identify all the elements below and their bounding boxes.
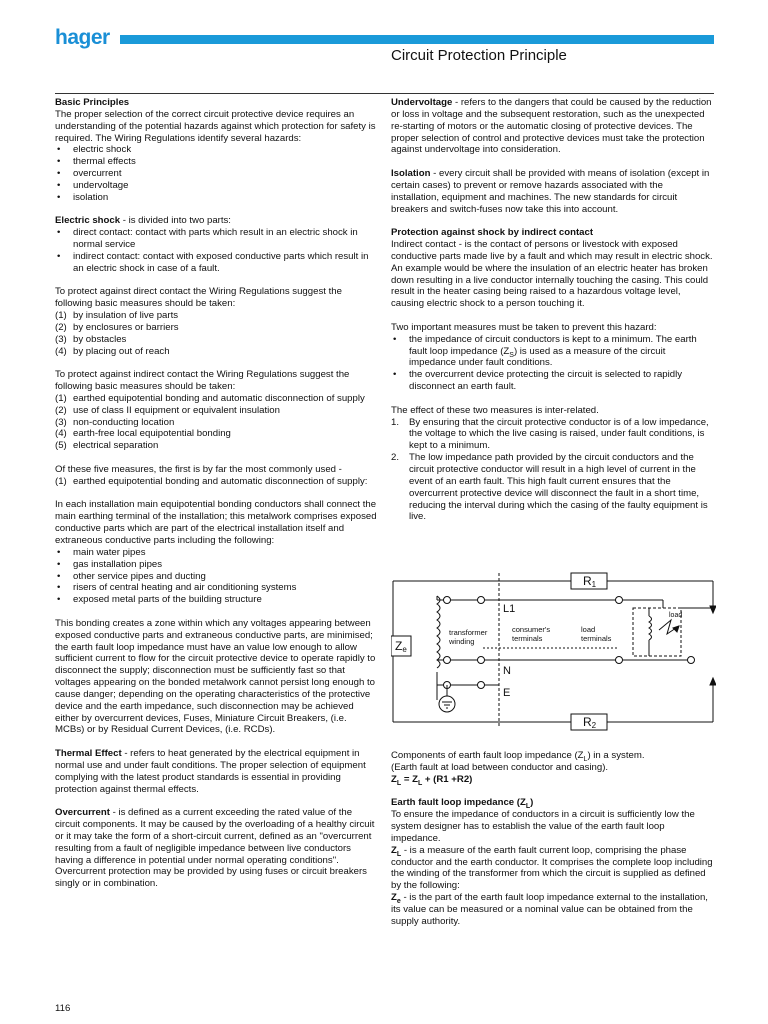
item-text: electrical separation [73,440,159,452]
zone-paragraph: This bonding creates a zone within which any voltages appearing between exposed conductive parts and extraneous conductive parts, are minimised; the earth fault loop impedance must have an value low enough to allow sufficient current to flow for the circuit protective device to operate rapidly to disconnect the supply; disconnection must be sufficiently fast so that voltages appearing on the bonded metalwork cannot persist long enough to cause danger; depending on the operating characteristics of the protective device and the earth impedance, such disconnection may be achieved either by overcurrent devices, Fuses, Miniature Circuit Breakers, (i.e. MCBs) or by Residual Current Devices, (i.e. RCDs). [55,617,376,736]
item-number: (3) [55,333,67,345]
formula-part: Z [391,773,397,785]
undervoltage-paragraph [391,97,713,156]
arrow-head [710,678,716,685]
terminal [478,597,485,604]
r1-label: R1 [583,574,597,589]
overcurrent-text: - is defined as a current exceeding the rated value of the circuit components. It may be caused by the overloading of a healthy circuit or it may take the form of a short-circuit current, defined as an "overcurrent resulting from a fault of negligible impedance between live conductors having a difference in potential under normal operating conditions". Overcurrent protection may be provided by using fuses or circuit breakers singly or in combination. [55,807,375,890]
efli-text: To ensure the impedance of conductors in a circuit is sufficiently low the system designer has to establish the value of the earth fault loop impedance. [391,809,695,844]
definition: - is the part of the earth fault loop impedance external to the installation, its value can be measured or a nominal value can be obtained from the supply authority. [391,892,708,927]
basic-principles-text: The proper selection of the correct circuit protective device requires an understanding of the potential hazards against which protection for safety is required. The Wiring Regulations identify several hazards: [55,108,376,144]
arrow-head [673,626,679,632]
efli-heading [391,797,713,809]
item-text: by enclosures or barriers [73,321,179,333]
subscript: L [396,850,402,858]
subscript: L [525,803,531,811]
list-item: • overcurrent [55,168,377,180]
header-rule [55,93,714,94]
e-label: E [503,687,511,699]
terminal [688,657,695,664]
subscript: L [583,755,588,763]
five-measures-intro: Of these five measures, the first is by far the most commonly used - [55,463,342,475]
item-number: (4) [55,428,67,440]
terminal [444,657,451,664]
item-number: (1) [55,310,67,322]
indirect-protection-text: Indirect contact - is the contact of persons or livestock with exposed conductive parts made live by a fault and which may result in electric shock. An example would be where the insulation of an electric heater has broken down resulting in a live conductor internally touching the casing. This could result in the heater casing being raised to a hazardous voltage level, causing electric shock to a person touching it. [391,239,713,310]
subscript: L [396,779,402,787]
list-item [55,346,377,358]
list-item [55,310,377,322]
item-number: (2) [55,404,67,416]
effect-intro: The effect of these two measures is inter-related. [391,404,599,416]
item-text: By ensuring that the circuit protective conductor is of a low impedance, the voltage to which the live casing is raised, under fault conditions, is kept to a minimum. [409,416,709,452]
transformer-label-line2: winding [449,637,475,646]
load-terminals-label-line1: load [581,625,596,634]
electric-shock-intro: - is divided into two parts: [120,215,231,227]
electric-shock-paragraph [55,215,377,227]
item-text: use of class II equipment or equivalent insulation [73,404,280,416]
item-text: by obstacles [73,333,127,345]
list-item: • the overcurrent device protecting the circuit is selected to rapidly disconnect an earth fault. [391,369,713,393]
terminal [616,657,623,664]
overcurrent-paragraph [55,807,377,890]
terminal [478,682,485,689]
list-item: • gas installation pipes [55,559,377,571]
item-text: The low impedance path provided by the circuit conductors and the circuit protective conductor will result in a high level of current in the event of an earth fault. This high fault current ensures that the overcurrent protective device will disconnect the fault in a short time, reducing the interval during which the casing of the faulty equipment is live. [409,452,708,523]
n-label: N [503,665,511,677]
item-text: earthed equipotential bonding and automatic disconnection of supply [73,392,365,404]
term: Z [391,844,397,856]
load-label: load [669,612,683,619]
isolation-heading: Isolation [391,168,431,180]
item-text: earthed equipotential bonding and automatic disconnection of supply: [73,475,368,487]
overcurrent-heading: Overcurrent [55,807,110,819]
l1-label: L1 [503,603,516,615]
electric-shock-heading: Electric shock [55,215,121,227]
isolation-text: - every circuit shall be provided with means of isolation (except in certain cases) to prevent or remove hazards associated with the installation, equipment and machines. The new standards for circuit breakers and switch-fuses now take this into account. [391,168,710,215]
item-text: by placing out of reach [73,345,170,357]
list-item: • main water pipes [55,547,377,559]
earth-symbol [439,696,455,712]
item-text: non-conducting location [73,416,175,428]
indirect-contact-intro: To protect against indirect contact the Wiring Regulations suggest the following basic measures should be taken: [55,369,350,393]
consumer-label-line2: terminals [512,634,543,643]
indirect-protection-heading: Protection against shock by indirect contact [391,227,594,239]
item-number: (1) [55,392,67,404]
bonding-paragraph: In each installation main equipotential bonding conductors shall connect the main earthing terminal of the installation; this metalwork comprises exposed conductive parts which are part of the electrical installation itself and extraneous conductive parts including the following: [55,499,377,546]
transformer-winding [437,596,440,668]
formula-part: + (R1 +R2) [422,773,473,785]
terminal [478,657,485,664]
list-item: • risers of central heating and air conditioning systems [55,582,377,594]
list-item [55,417,377,429]
list-item: • electric shock [55,144,377,156]
definition: - is a measure of the earth fault current loop, comprising the phase conductor and the earth conductor. It comprises the complete loop including the winding of the transformer from which the circuit is supplied as defined by the following: [391,844,713,892]
undervoltage-heading: Undervoltage [391,97,453,108]
list-item: • isolation [55,192,377,204]
item-number: 2. [391,452,400,464]
list-item: • other service pipes and ducting [55,571,377,583]
item-text: by insulation of live parts [73,310,179,322]
ze-paragraph [391,892,713,928]
list-item [55,428,377,440]
list-item: • exposed metal parts of the building structure [55,594,377,606]
thermal-heading: Thermal Effect [55,748,122,760]
item-number: (4) [55,345,67,357]
r2-label: R2 [583,715,597,730]
direct-contact-intro: To protect against direct contact the Wiring Regulations suggest the following basic measures should be taken: [55,286,342,310]
terminal [444,597,451,604]
list-item [391,334,713,370]
load-terminals-label-line2: terminals [581,634,612,643]
list-item [55,322,377,334]
list-item: • direct contact: contact with parts which result in an electric shock in normal service [55,227,377,251]
list-item [55,440,377,452]
item-number: (5) [55,440,67,452]
item-number: 1. [391,416,400,428]
consumer-label-line1: consumer's [512,625,551,634]
item-text: earth-free local equipotential bonding [73,428,231,440]
arrow-head [710,606,716,613]
basic-principles-heading: Basic Principles [55,97,130,108]
caption-text: Components of earth fault loop impedance (Z [391,750,584,761]
item-number: (2) [55,321,67,333]
item-number: (3) [55,416,67,428]
list-item [391,452,713,523]
item-text: the impedance of circuit conductors is kept to a minimum. The earth fault loop impedance (Z [409,333,697,357]
list-item [55,334,377,346]
item-number: (1) [55,475,67,487]
caption-text: ) in a system. [587,750,645,761]
transformer-label-line1: transformer [449,628,488,637]
earth-fault-loop-diagram [391,568,716,740]
list-item [55,393,377,405]
subscript: e [396,897,401,905]
list-item [55,476,377,488]
thermal-text: - refers to heat generated by the electrical equipment in normal use and under fault conditions. The proper selection of equipment complying with the latest product standards is essential in providing protection against thermal effects. [55,748,366,795]
page-title: Circuit Protection Principle [391,47,567,64]
subscript: S [509,351,514,359]
list-item: • undervoltage [55,180,377,192]
undervoltage-text: - refers to the dangers that could be caused by the reduction or loss in voltage and the subsequent restoration, such as the unexpected re-starting of motors or the automatic closing of protective devices. The proper selection of control and protective devices must take the protection against undervoltage into consideration. [391,97,712,156]
hager-logo: hager [55,26,110,49]
zl-paragraph [391,845,713,892]
subscript: L [417,779,423,787]
list-item [391,417,713,453]
load-element [649,616,652,640]
measures-intro: Two important measures must be taken to prevent this hazard: [391,321,657,333]
header-accent-bar [120,35,714,44]
caption-line [391,750,713,762]
term: Z [391,892,397,904]
right-column [391,97,713,523]
item-text: ) is used as a measure of the circuit impedance under fault conditions. [409,345,666,369]
list-item: • thermal effects [55,156,377,168]
hazards-list [55,144,377,203]
formula-part: = Z [401,773,418,785]
page-number: 116 [55,1003,71,1014]
left-column [55,97,377,890]
heading-part: ) [530,797,534,809]
ze-label: Ze [395,639,407,654]
heading-part: Earth fault loop impedance (Z [391,797,526,809]
isolation-paragraph [391,168,713,215]
terminal [616,597,623,604]
list-item [55,405,377,417]
caption-line: (Earth fault at load between conductor and casing). [391,761,609,773]
diagram-caption-block [391,750,713,928]
list-item: • indirect contact: contact with exposed conductive parts which result in an electric shock in case of a fault. [55,251,377,275]
thermal-paragraph [55,748,377,795]
formula [391,774,713,786]
